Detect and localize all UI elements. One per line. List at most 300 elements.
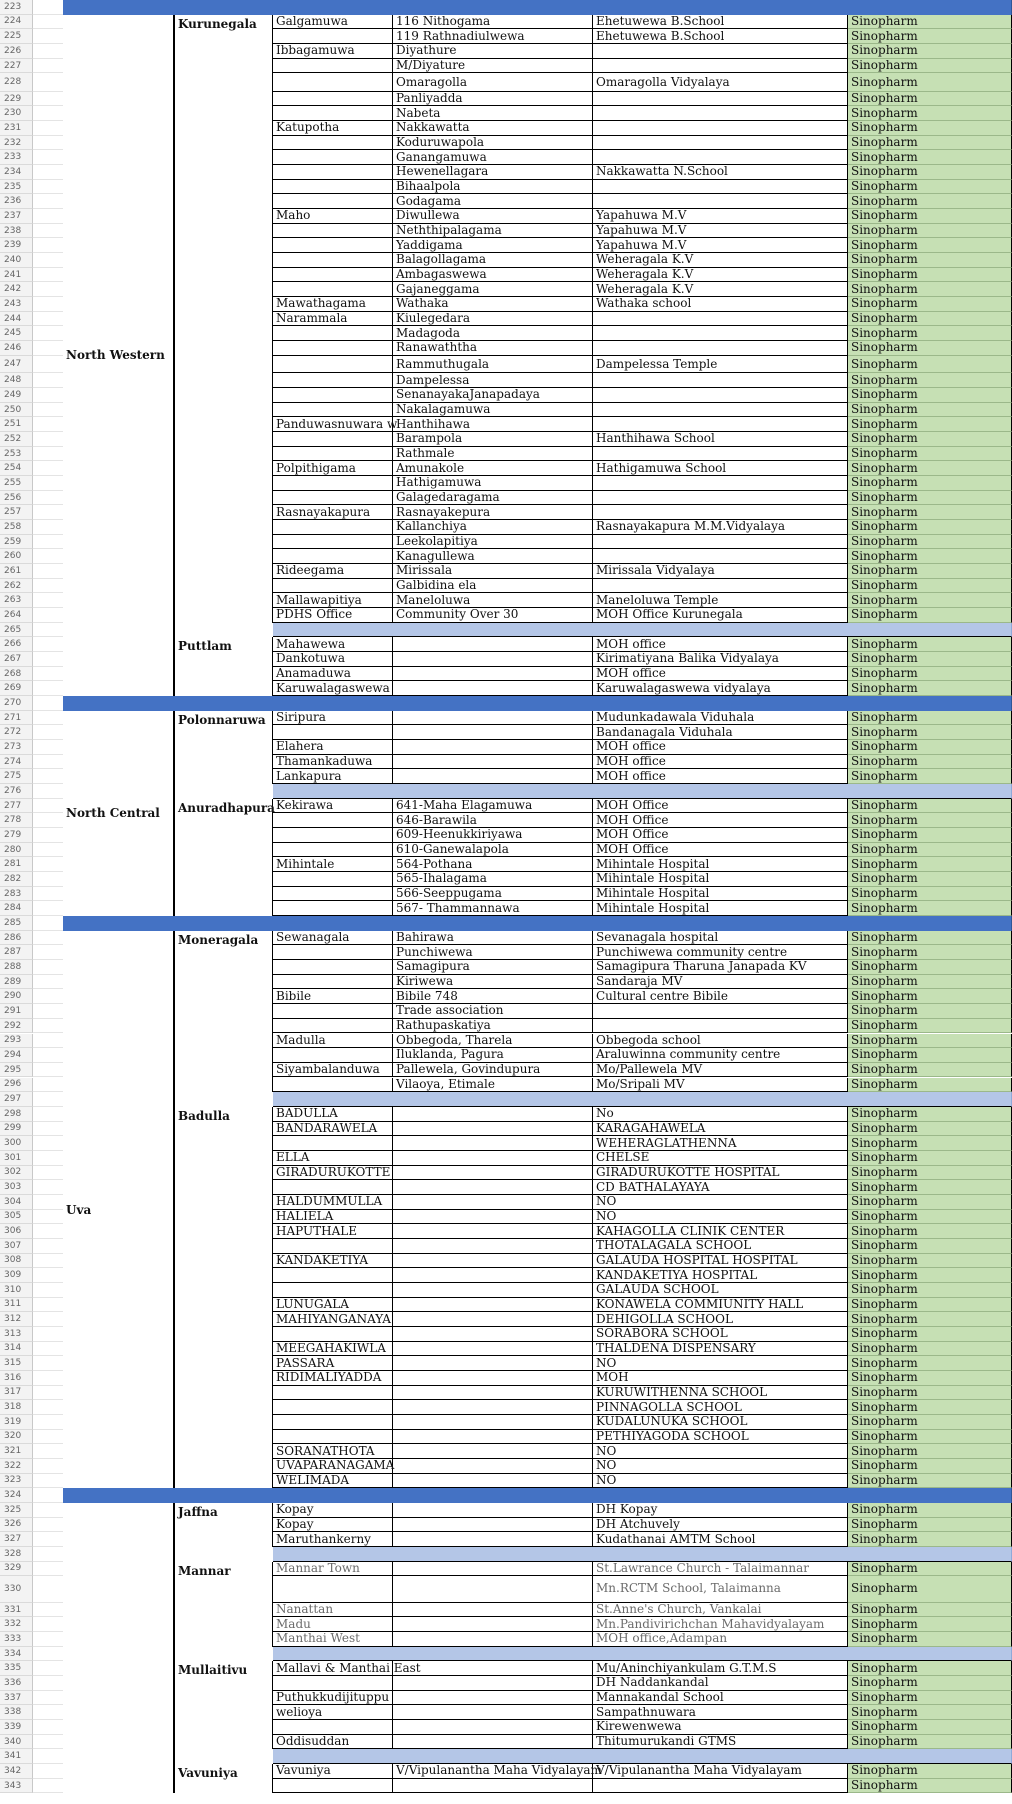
cell-moh[interactable] xyxy=(273,432,393,447)
row-number[interactable]: 291 xyxy=(0,1004,33,1019)
cell-gn[interactable] xyxy=(393,1459,593,1474)
row-number[interactable]: 225 xyxy=(0,29,33,44)
cell-moh[interactable] xyxy=(273,29,393,44)
cell-center[interactable]: Samagipura Tharuna Janapada KV xyxy=(593,960,848,975)
cell-moh[interactable] xyxy=(273,1283,393,1298)
cell-center[interactable]: Mihintale Hospital xyxy=(593,901,848,916)
row-number[interactable]: 244 xyxy=(0,312,33,327)
row-number[interactable]: 268 xyxy=(0,667,33,682)
cell-vac[interactable]: Sinopharm xyxy=(848,1474,1012,1489)
cell-vac[interactable]: Sinopharm xyxy=(848,238,1012,253)
cell-gn[interactable] xyxy=(393,1371,593,1386)
row-number[interactable]: 316 xyxy=(0,1371,33,1386)
cell-moh[interactable] xyxy=(273,224,393,239)
row-number[interactable]: 302 xyxy=(0,1166,33,1181)
row-number[interactable]: 224 xyxy=(0,15,33,30)
cell-moh[interactable]: Siyambalanduwa xyxy=(273,1063,393,1078)
cell-gn[interactable]: M/Diyature xyxy=(393,59,593,74)
row-number[interactable]: 311 xyxy=(0,1298,33,1313)
cell-gn[interactable] xyxy=(393,1254,593,1269)
cell-gn[interactable] xyxy=(393,1386,593,1401)
cell-gn[interactable]: Wathaka xyxy=(393,297,593,312)
row-number[interactable]: 237 xyxy=(0,209,33,224)
cell-moh[interactable]: PASSARA xyxy=(273,1356,393,1371)
cell-moh[interactable] xyxy=(273,136,393,151)
cell-moh[interactable]: Vavuniya xyxy=(273,1764,393,1779)
cell-vac[interactable]: Sinopharm xyxy=(848,608,1012,623)
cell-center[interactable] xyxy=(593,180,848,195)
cell-gn[interactable] xyxy=(393,1180,593,1195)
cell-moh[interactable] xyxy=(273,59,393,74)
cell-center[interactable] xyxy=(593,44,848,59)
cell-vac[interactable]: Sinopharm xyxy=(848,1691,1012,1706)
district-cell[interactable]: Kurunegala xyxy=(175,15,273,623)
row-number[interactable]: 308 xyxy=(0,1254,33,1269)
cell-gn[interactable]: Omaragolla xyxy=(393,73,593,91)
row-number[interactable]: 323 xyxy=(0,1474,33,1489)
cell-gn[interactable]: Nakkawatta xyxy=(393,121,593,136)
row-number[interactable]: 339 xyxy=(0,1720,33,1735)
row-number[interactable]: 306 xyxy=(0,1224,33,1239)
row-number[interactable]: 270 xyxy=(0,696,33,711)
cell-center[interactable]: MOH Office xyxy=(593,828,848,843)
cell-moh[interactable] xyxy=(273,165,393,180)
cell-moh[interactable] xyxy=(273,1019,393,1034)
row-number[interactable]: 301 xyxy=(0,1151,33,1166)
cell-gn[interactable]: Ambagaswewa xyxy=(393,268,593,283)
cell-center[interactable] xyxy=(593,1779,848,1794)
cell-gn[interactable] xyxy=(393,1735,593,1750)
cell-vac[interactable]: Sinopharm xyxy=(848,740,1012,755)
cell-gn[interactable] xyxy=(393,1356,593,1371)
row-number[interactable]: 284 xyxy=(0,901,33,916)
cell-moh[interactable] xyxy=(273,901,393,916)
row-number[interactable]: 248 xyxy=(0,373,33,388)
cell-center[interactable]: Thitumurukandi GTMS xyxy=(593,1735,848,1750)
cell-gn[interactable] xyxy=(393,1312,593,1327)
cell-moh[interactable] xyxy=(273,1004,393,1019)
cell-center[interactable] xyxy=(593,417,848,432)
cell-moh[interactable] xyxy=(273,326,393,341)
row-number[interactable]: 251 xyxy=(0,417,33,432)
cell-moh[interactable]: Thamankaduwa xyxy=(273,755,393,770)
cell-moh[interactable] xyxy=(273,1327,393,1342)
cell-moh[interactable]: Kopay xyxy=(273,1518,393,1533)
cell-moh[interactable]: Rasnayakapura xyxy=(273,505,393,520)
cell-moh[interactable]: UVAPARANAGAMA xyxy=(273,1459,393,1474)
cell-vac[interactable]: Sinopharm xyxy=(848,165,1012,180)
cell-moh[interactable] xyxy=(273,341,393,356)
row-number[interactable]: 267 xyxy=(0,652,33,667)
cell-moh[interactable]: Manthai West xyxy=(273,1632,393,1647)
district-cell[interactable]: Jaffna xyxy=(175,1503,273,1547)
cell-center[interactable]: Weheragala K.V xyxy=(593,253,848,268)
cell-center[interactable]: WEHERAGLATHENNA xyxy=(593,1136,848,1151)
cell-moh[interactable]: Panduwasnuwara w xyxy=(273,417,393,432)
cell-vac[interactable]: Sinopharm xyxy=(848,194,1012,209)
row-number[interactable]: 273 xyxy=(0,740,33,755)
cell-vac[interactable]: Sinopharm xyxy=(848,1371,1012,1386)
cell-vac[interactable]: Sinopharm xyxy=(848,1180,1012,1195)
cell-gn[interactable] xyxy=(393,740,593,755)
cell-vac[interactable]: Sinopharm xyxy=(848,150,1012,165)
row-number[interactable]: 295 xyxy=(0,1063,33,1078)
cell-center[interactable] xyxy=(593,1004,848,1019)
cell-center[interactable]: CD BATHALAYAYA xyxy=(593,1180,848,1195)
cell-gn[interactable] xyxy=(393,1503,593,1518)
cell-gn[interactable] xyxy=(393,1195,593,1210)
cell-moh[interactable]: GIRADURUKOTTE xyxy=(273,1166,393,1181)
cell-vac[interactable]: Sinopharm xyxy=(848,1503,1012,1518)
cell-moh[interactable] xyxy=(273,1779,393,1794)
cell-vac[interactable]: Sinopharm xyxy=(848,975,1012,990)
row-number[interactable]: 231 xyxy=(0,121,33,136)
district-cell[interactable]: Vavuniya xyxy=(175,1764,273,1793)
cell-vac[interactable]: Sinopharm xyxy=(848,1210,1012,1225)
row-number[interactable]: 227 xyxy=(0,59,33,74)
cell-center[interactable]: MOH office xyxy=(593,769,848,784)
row-number[interactable]: 230 xyxy=(0,106,33,121)
cell-moh[interactable]: PDHS Office xyxy=(273,608,393,623)
district-cell[interactable]: Badulla xyxy=(175,1107,273,1488)
cell-moh[interactable] xyxy=(273,579,393,594)
cell-moh[interactable]: Ibbagamuwa xyxy=(273,44,393,59)
row-number[interactable]: 325 xyxy=(0,1503,33,1518)
row-number[interactable]: 282 xyxy=(0,872,33,887)
cell-vac[interactable]: Sinopharm xyxy=(848,461,1012,476)
cell-center[interactable]: Kirewenwewa xyxy=(593,1720,848,1735)
row-number[interactable]: 313 xyxy=(0,1327,33,1342)
cell-gn[interactable]: 566-Seeppugama xyxy=(393,887,593,902)
cell-vac[interactable]: Sinopharm xyxy=(848,1239,1012,1254)
row-number[interactable]: 342 xyxy=(0,1764,33,1779)
cell-gn[interactable]: Barampola xyxy=(393,432,593,447)
cell-vac[interactable]: Sinopharm xyxy=(848,505,1012,520)
row-number[interactable]: 226 xyxy=(0,44,33,59)
cell-vac[interactable]: Sinopharm xyxy=(848,388,1012,403)
cell-vac[interactable]: Sinopharm xyxy=(848,1444,1012,1459)
row-number[interactable]: 335 xyxy=(0,1661,33,1676)
cell-gn[interactable]: Amunakole xyxy=(393,461,593,476)
cell-center[interactable]: MOH Office xyxy=(593,843,848,858)
cell-vac[interactable]: Sinopharm xyxy=(848,1617,1012,1632)
cell-center[interactable] xyxy=(593,447,848,462)
cell-vac[interactable]: Sinopharm xyxy=(848,960,1012,975)
cell-moh[interactable] xyxy=(273,535,393,550)
cell-gn[interactable] xyxy=(393,667,593,682)
cell-gn[interactable]: Iluklanda, Pagura xyxy=(393,1048,593,1063)
cell-moh[interactable] xyxy=(273,1720,393,1735)
cell-center[interactable]: DH Naddankandal xyxy=(593,1676,848,1691)
cell-vac[interactable]: Sinopharm xyxy=(848,901,1012,916)
cell-center[interactable] xyxy=(593,341,848,356)
row-number[interactable]: 330 xyxy=(0,1576,33,1602)
cell-moh[interactable]: Siripura xyxy=(273,711,393,726)
cell-gn[interactable]: Mirissala xyxy=(393,564,593,579)
cell-gn[interactable]: Rasnayakepura xyxy=(393,505,593,520)
cell-moh[interactable]: Mannar Town xyxy=(273,1562,393,1577)
cell-center[interactable]: NO xyxy=(593,1459,848,1474)
row-number[interactable]: 320 xyxy=(0,1430,33,1445)
cell-center[interactable]: MOH Office xyxy=(593,799,848,814)
cell-center[interactable]: MOH office xyxy=(593,755,848,770)
cell-vac[interactable]: Sinopharm xyxy=(848,1676,1012,1691)
cell-vac[interactable]: Sinopharm xyxy=(848,725,1012,740)
cell-moh[interactable]: Karuwalagaswewa xyxy=(273,681,393,696)
cell-vac[interactable]: Sinopharm xyxy=(848,73,1012,91)
cell-gn[interactable] xyxy=(393,1617,593,1632)
cell-center[interactable] xyxy=(593,59,848,74)
cell-center[interactable]: Mo/Pallewela MV xyxy=(593,1063,848,1078)
cell-vac[interactable]: Sinopharm xyxy=(848,945,1012,960)
row-number[interactable]: 239 xyxy=(0,238,33,253)
cell-moh[interactable] xyxy=(273,447,393,462)
cell-gn[interactable] xyxy=(393,1603,593,1618)
cell-moh[interactable] xyxy=(273,1078,393,1093)
cell-vac[interactable]: Sinopharm xyxy=(848,1268,1012,1283)
cell-vac[interactable]: Sinopharm xyxy=(848,491,1012,506)
cell-gn[interactable] xyxy=(393,652,593,667)
row-number[interactable]: 250 xyxy=(0,403,33,418)
row-number[interactable]: 312 xyxy=(0,1312,33,1327)
cell-center[interactable]: Yapahuwa M.V xyxy=(593,224,848,239)
cell-gn[interactable]: Hathigamuwa xyxy=(393,476,593,491)
row-number[interactable]: 265 xyxy=(0,623,33,638)
cell-vac[interactable]: Sinopharm xyxy=(848,1632,1012,1647)
cell-moh[interactable]: Dankotuwa xyxy=(273,652,393,667)
row-number[interactable]: 340 xyxy=(0,1735,33,1750)
cell-vac[interactable]: Sinopharm xyxy=(848,1735,1012,1750)
cell-center[interactable]: St.Lawrance Church - Talaimannar xyxy=(593,1562,848,1577)
cell-moh[interactable]: Mahawewa xyxy=(273,637,393,652)
row-number[interactable]: 223 xyxy=(0,0,33,15)
cell-vac[interactable]: Sinopharm xyxy=(848,1459,1012,1474)
cell-vac[interactable]: Sinopharm xyxy=(848,579,1012,594)
cell-gn[interactable] xyxy=(393,1576,593,1602)
cell-gn[interactable]: Maneloluwa xyxy=(393,593,593,608)
row-number[interactable]: 285 xyxy=(0,916,33,931)
cell-center[interactable]: Karuwalagaswewa vidyalaya xyxy=(593,681,848,696)
cell-gn[interactable] xyxy=(393,1720,593,1735)
cell-center[interactable]: MOH office xyxy=(593,740,848,755)
cell-center[interactable]: Hanthihawa School xyxy=(593,432,848,447)
cell-center[interactable]: SORABORA SCHOOL xyxy=(593,1327,848,1342)
cell-center[interactable]: NO xyxy=(593,1474,848,1489)
cell-gn[interactable] xyxy=(393,1444,593,1459)
cell-center[interactable]: V/Vipulanantha Maha Vidyalayam xyxy=(593,1764,848,1779)
district-cell[interactable]: Mannar xyxy=(175,1562,273,1647)
cell-center[interactable] xyxy=(593,326,848,341)
cell-gn[interactable]: 119 Rathnadiulwewa xyxy=(393,29,593,44)
cell-vac[interactable]: Sinopharm xyxy=(848,476,1012,491)
row-number[interactable]: 274 xyxy=(0,755,33,770)
cell-vac[interactable]: Sinopharm xyxy=(848,417,1012,432)
row-number[interactable]: 303 xyxy=(0,1180,33,1195)
cell-center[interactable]: KUDALUNUKA SCHOOL xyxy=(593,1415,848,1430)
cell-vac[interactable]: Sinopharm xyxy=(848,268,1012,283)
cell-gn[interactable] xyxy=(393,725,593,740)
cell-vac[interactable]: Sinopharm xyxy=(848,44,1012,59)
cell-gn[interactable]: Yaddigama xyxy=(393,238,593,253)
cell-gn[interactable]: Galbidina ela xyxy=(393,579,593,594)
cell-center[interactable] xyxy=(593,121,848,136)
cell-vac[interactable]: Sinopharm xyxy=(848,1254,1012,1269)
cell-gn[interactable]: 646-Barawila xyxy=(393,813,593,828)
cell-vac[interactable]: Sinopharm xyxy=(848,1107,1012,1122)
cell-vac[interactable]: Sinopharm xyxy=(848,931,1012,946)
cell-center[interactable]: No xyxy=(593,1107,848,1122)
cell-gn[interactable]: Koduruwapola xyxy=(393,136,593,151)
cell-vac[interactable]: Sinopharm xyxy=(848,1034,1012,1049)
cell-vac[interactable]: Sinopharm xyxy=(848,1019,1012,1034)
cell-vac[interactable]: Sinopharm xyxy=(848,593,1012,608)
cell-gn[interactable]: Ganangamuwa xyxy=(393,150,593,165)
cell-vac[interactable]: Sinopharm xyxy=(848,29,1012,44)
row-number[interactable]: 331 xyxy=(0,1603,33,1618)
cell-vac[interactable]: Sinopharm xyxy=(848,1720,1012,1735)
cell-vac[interactable]: Sinopharm xyxy=(848,652,1012,667)
cell-gn[interactable] xyxy=(393,1224,593,1239)
cell-vac[interactable]: Sinopharm xyxy=(848,1386,1012,1401)
row-number[interactable]: 343 xyxy=(0,1779,33,1794)
cell-moh[interactable] xyxy=(273,945,393,960)
cell-center[interactable]: GALAUDA HOSPITAL HOSPITAL xyxy=(593,1254,848,1269)
cell-moh[interactable]: LUNUGALA xyxy=(273,1298,393,1313)
row-number[interactable]: 337 xyxy=(0,1691,33,1706)
cell-moh[interactable]: Lankapura xyxy=(273,769,393,784)
row-number[interactable]: 252 xyxy=(0,432,33,447)
cell-center[interactable]: NO xyxy=(593,1210,848,1225)
cell-vac[interactable]: Sinopharm xyxy=(848,799,1012,814)
cell-vac[interactable]: Sinopharm xyxy=(848,341,1012,356)
cell-moh[interactable] xyxy=(273,238,393,253)
cell-moh[interactable]: Nanattan xyxy=(273,1603,393,1618)
row-number[interactable]: 304 xyxy=(0,1195,33,1210)
row-number[interactable]: 283 xyxy=(0,887,33,902)
cell-vac[interactable]: Sinopharm xyxy=(848,667,1012,682)
cell-gn[interactable]: Neththipalagama xyxy=(393,224,593,239)
cell-moh[interactable]: Kekirawa xyxy=(273,799,393,814)
cell-gn[interactable]: Pallewela, Govindupura xyxy=(393,1063,593,1078)
cell-center[interactable]: Mu/Aninchiyankulam G.T.M.S xyxy=(593,1661,848,1676)
cell-center[interactable]: DEHIGOLLA SCHOOL xyxy=(593,1312,848,1327)
cell-moh[interactable]: Elahera xyxy=(273,740,393,755)
row-number[interactable]: 296 xyxy=(0,1078,33,1093)
cell-moh[interactable]: Rideegama xyxy=(273,564,393,579)
cell-vac[interactable]: Sinopharm xyxy=(848,1166,1012,1181)
cell-vac[interactable]: Sinopharm xyxy=(848,1342,1012,1357)
cell-center[interactable]: THALDENA DISPENSARY xyxy=(593,1342,848,1357)
cell-gn[interactable] xyxy=(393,1661,593,1676)
cell-vac[interactable]: Sinopharm xyxy=(848,1430,1012,1445)
row-number[interactable]: 262 xyxy=(0,579,33,594)
cell-moh[interactable] xyxy=(273,253,393,268)
cell-gn[interactable]: Bibile 748 xyxy=(393,989,593,1004)
cell-gn[interactable]: Dampelessa xyxy=(393,373,593,388)
cell-center[interactable]: Mihintale Hospital xyxy=(593,872,848,887)
cell-center[interactable] xyxy=(593,312,848,327)
row-number[interactable]: 307 xyxy=(0,1239,33,1254)
cell-moh[interactable]: Mawathagama xyxy=(273,297,393,312)
cell-gn[interactable] xyxy=(393,1430,593,1445)
cell-center[interactable]: Kudathanai AMTM School xyxy=(593,1532,848,1547)
cell-center[interactable]: St.Anne's Church, Vankalai xyxy=(593,1603,848,1618)
cell-center[interactable]: Hathigamuwa School xyxy=(593,461,848,476)
cell-moh[interactable] xyxy=(273,1268,393,1283)
cell-moh[interactable] xyxy=(273,1386,393,1401)
cell-moh[interactable] xyxy=(273,1676,393,1691)
cell-moh[interactable]: Puthukkudijituppu xyxy=(273,1691,393,1706)
cell-center[interactable]: Sandaraja MV xyxy=(593,975,848,990)
cell-center[interactable]: Mirissala Vidyalaya xyxy=(593,564,848,579)
cell-moh[interactable] xyxy=(273,180,393,195)
cell-center[interactable]: GALAUDA SCHOOL xyxy=(593,1283,848,1298)
row-number[interactable]: 317 xyxy=(0,1386,33,1401)
cell-center[interactable]: Maneloluwa Temple xyxy=(593,593,848,608)
cell-moh[interactable]: BADULLA xyxy=(273,1107,393,1122)
cell-moh[interactable] xyxy=(273,1180,393,1195)
row-number[interactable]: 297 xyxy=(0,1092,33,1107)
cell-vac[interactable]: Sinopharm xyxy=(848,373,1012,388)
cell-center[interactable]: MOH Office xyxy=(593,813,848,828)
cell-center[interactable]: Sampathnuwara xyxy=(593,1705,848,1720)
cell-center[interactable]: KARAGAHAWELA xyxy=(593,1122,848,1137)
cell-gn[interactable]: Nakalagamuwa xyxy=(393,403,593,418)
cell-moh[interactable] xyxy=(273,887,393,902)
cell-gn[interactable] xyxy=(393,1283,593,1298)
cell-moh[interactable] xyxy=(273,491,393,506)
cell-gn[interactable]: Bihaalpola xyxy=(393,180,593,195)
cell-moh[interactable]: welioya xyxy=(273,1705,393,1720)
cell-vac[interactable]: Sinopharm xyxy=(848,106,1012,121)
row-number[interactable]: 300 xyxy=(0,1136,33,1151)
cell-moh[interactable] xyxy=(273,1400,393,1415)
cell-gn[interactable]: Madagoda xyxy=(393,326,593,341)
row-number[interactable]: 232 xyxy=(0,136,33,151)
cell-vac[interactable]: Sinopharm xyxy=(848,1532,1012,1547)
row-number[interactable]: 279 xyxy=(0,828,33,843)
cell-gn[interactable]: Bahirawa xyxy=(393,931,593,946)
cell-moh[interactable] xyxy=(273,725,393,740)
cell-vac[interactable]: Sinopharm xyxy=(848,356,1012,374)
cell-gn[interactable]: Kiriwewa xyxy=(393,975,593,990)
cell-vac[interactable]: Sinopharm xyxy=(848,1327,1012,1342)
row-number[interactable]: 292 xyxy=(0,1019,33,1034)
cell-vac[interactable]: Sinopharm xyxy=(848,1048,1012,1063)
row-number[interactable]: 259 xyxy=(0,535,33,550)
cell-center[interactable]: Sevanagala hospital xyxy=(593,931,848,946)
cell-moh[interactable]: HALIELA xyxy=(273,1210,393,1225)
row-number[interactable]: 328 xyxy=(0,1547,33,1562)
cell-gn[interactable] xyxy=(393,711,593,726)
province-cell[interactable] xyxy=(63,1503,175,1793)
cell-vac[interactable]: Sinopharm xyxy=(848,136,1012,151)
row-number[interactable]: 280 xyxy=(0,843,33,858)
cell-center[interactable] xyxy=(593,106,848,121)
cell-gn[interactable]: Obbegoda, Tharela xyxy=(393,1034,593,1049)
row-number[interactable]: 229 xyxy=(0,92,33,107)
cell-vac[interactable]: Sinopharm xyxy=(848,1562,1012,1577)
cell-moh[interactable]: Mallawapitiya xyxy=(273,593,393,608)
cell-vac[interactable]: Sinopharm xyxy=(848,15,1012,30)
cell-gn[interactable]: Panliyadda xyxy=(393,92,593,107)
cell-center[interactable]: Nakkawatta N.School xyxy=(593,165,848,180)
cell-moh[interactable] xyxy=(273,373,393,388)
cell-moh[interactable]: HAPUTHALE xyxy=(273,1224,393,1239)
cell-vac[interactable]: Sinopharm xyxy=(848,447,1012,462)
row-number[interactable]: 275 xyxy=(0,769,33,784)
cell-moh[interactable] xyxy=(273,1136,393,1151)
